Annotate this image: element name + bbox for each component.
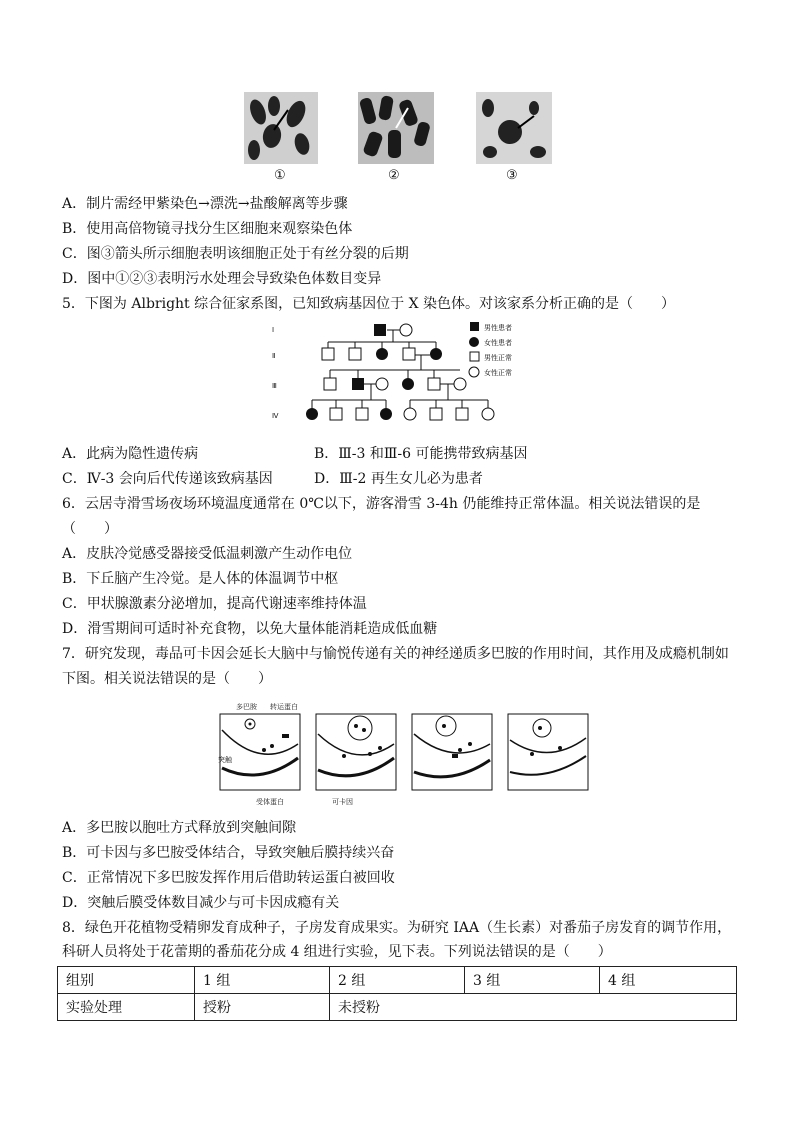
table-cell: 授粉 [195,994,330,1021]
synapse-panel-4 [508,714,588,790]
legend-male-affected-symbol [470,322,479,331]
micrograph-1 [244,92,318,164]
pedigree-male-normal [324,378,336,390]
label-dopamine: 多巴胺 [236,703,257,711]
pedigree-chart [270,318,530,442]
q7-stem-line2: 下图。相关说法错误的是（ ） [62,671,272,687]
micrograph-3 [476,92,552,164]
pedigree-male-normal [356,408,368,420]
chromosome-figure [240,92,560,188]
q6-option-a: A．皮肤冷觉感受器接受低温刺激产生动作电位 [62,546,353,562]
q6-stem-line1: 6．云居寺滑雪场夜场环境温度通常在 0℃以下，游客滑雪 3-4h 仍能维持正常体温。相关说法错误的是 [62,496,701,512]
pedigree-male-normal [330,408,342,420]
q4-option-a: A．制片需经甲紫染色→漂洗→盐酸解离等步骤 [62,196,348,212]
label-receptor: 受体蛋白 [256,798,284,806]
q6-stem-line2: （ ） [62,521,118,537]
q4-option-c: C．图③箭头所示细胞表明该细胞正处于有丝分裂的后期 [62,246,409,262]
pedigree-female-affected [430,348,442,360]
micrograph-label-3: ③ [506,168,518,183]
pedigree-female-normal [404,408,416,420]
pedigree-female-affected [306,408,318,420]
q7-stem-line1: 7．研究发现，毒品可卡因会延长大脑中与愉悦传递有关的神经递质多巴胺的作用时间，其作用及成瘾机制如 [62,646,729,662]
label-cocaine: 可卡因 [332,798,353,806]
q5-option-d: D．Ⅲ-2 再生女儿必为患者 [314,471,483,487]
legend-female-normal-symbol [469,367,479,377]
pedigree-female-affected [380,408,392,420]
legend-female-normal: 女性正常 [484,369,512,377]
pedigree-male-normal [322,348,334,360]
synapse-panel-2 [316,714,396,790]
pedigree-male-normal [403,348,415,360]
pedigree-male-affected [374,324,386,336]
synapse-panel-3 [412,714,492,790]
q7-option-a: A．多巴胺以胞吐方式释放到突触间隙 [62,820,297,836]
generation-label-4: Ⅳ [272,412,279,420]
q5-option-a: A．此病为隐性遗传病 [62,446,199,462]
table-cell: 4 组 [600,967,737,994]
micrograph-2 [358,92,434,164]
generation-label-2: Ⅱ [272,352,276,360]
pedigree-male-normal [428,378,440,390]
legend-female-affected: 女性患者 [484,339,512,347]
synapse-panel-1 [220,714,300,790]
pedigree-female-normal [454,378,466,390]
q8-stem-line1: 8．绿色开花植物受精卵发育成种子，子房发育成果实。为研究 IAA（生长素）对番茄子房发育的调节作用， [62,920,732,936]
table-row [58,967,737,994]
q4-option-d: D．图中①②③表明污水处理会导致染色体数目变异 [62,271,382,287]
q8-experiment-table [57,966,737,1021]
q5-option-b: B．Ⅲ-3 和Ⅲ-6 可能携带致病基因 [314,446,528,462]
micrograph-label-1: ① [274,168,286,183]
q7-option-c: C．正常情况下多巴胺发挥作用后借助转运蛋白被回收 [62,870,395,886]
pedigree-female-affected [402,378,414,390]
q6-option-b: B．下丘脑产生冷觉。是人体的体温调节中枢 [62,571,339,587]
table-row [58,994,737,1021]
q5-stem: 5．下图为 Albright 综合征家系图，已知致病基因位于 X 染色体。对该家系分析正确的是（ ） [62,296,675,312]
table-cell: 实验处理 [58,994,195,1021]
pedigree-male-affected [352,378,364,390]
pedigree-female-affected [376,348,388,360]
legend-male-normal-symbol [470,352,479,361]
table-cell: 组别 [58,967,195,994]
pedigree-male-normal [430,408,442,420]
table-cell: 1 组 [195,967,330,994]
q5-option-c: C．Ⅳ-3 会向后代传递该致病基因 [62,471,273,487]
q8-stem-line2: 科研人员将处于花蕾期的番茄花分成 4 组进行实验，见下表。下列说法错误的是（ ） [62,944,612,960]
legend-female-affected-symbol [469,337,479,347]
pedigree-female-normal [400,324,412,336]
table-cell: 2 组 [330,967,465,994]
pedigree-female-normal [376,378,388,390]
q6-option-d: D．滑雪期间可适时补充食物，以免大量体能消耗造成低血糖 [62,621,438,637]
q4-option-b: B．使用高倍物镜寻找分生区细胞来观察染色体 [62,221,353,237]
label-transporter: 转运蛋白 [270,703,298,711]
pedigree-male-normal [456,408,468,420]
generation-label-3: Ⅲ [272,382,277,390]
synapse-figure [220,700,590,808]
table-cell: 未授粉 [330,994,737,1021]
micrograph-label-2: ② [388,168,400,183]
legend-male-normal: 男性正常 [484,354,512,362]
pedigree-male-normal [349,348,361,360]
q7-option-d: D．突触后膜受体数目减少与可卡因成瘾有关 [62,895,340,911]
label-synapse: 突触 [218,756,232,764]
table-cell: 3 组 [465,967,600,994]
legend-male-affected: 男性患者 [484,324,512,332]
generation-label-1: Ⅰ [272,326,275,334]
pedigree-female-normal [482,408,494,420]
q7-option-b: B．可卡因与多巴胺受体结合，导致突触后膜持续兴奋 [62,845,395,861]
q6-option-c: C．甲状腺激素分泌增加，提高代谢速率维持体温 [62,596,367,612]
